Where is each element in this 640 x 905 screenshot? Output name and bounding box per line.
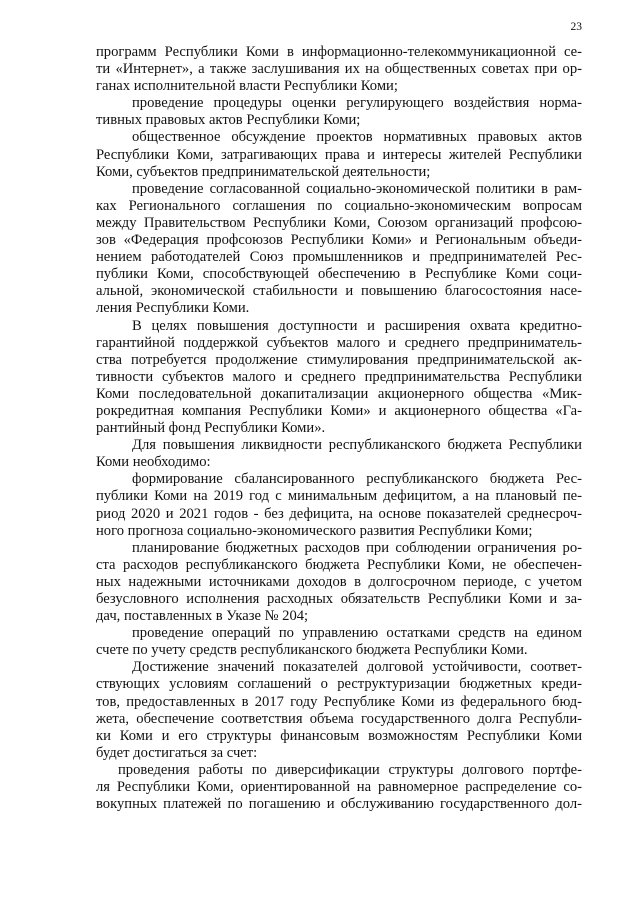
text-line: ти «Интернет», а также заслушивания их на общественных советах при ор- bbox=[96, 61, 582, 78]
text-line: проведение операций по управлению остатками средств на едином bbox=[132, 625, 582, 642]
text-line: планирование бюджетных расходов при соблюдении ограничения ро- bbox=[132, 539, 582, 556]
text-line: гарантийной поддержкой субъектов малого и среднего предприниматель- bbox=[96, 334, 582, 351]
text-line: формирование сбалансированного республиканского бюджета Рес- bbox=[132, 471, 582, 488]
text-line: ста расходов республиканского бюджета Республики Коми, не обеспечен- bbox=[96, 556, 582, 573]
text-line: Коми последовательной докапитализации акционерного общества «Мик- bbox=[96, 385, 582, 402]
text-line: вокупных платежей по погашению и обслуживанию государственного дол- bbox=[96, 796, 582, 813]
text-line: публики Коми, способствующей обеспечению в Республике Коми соци- bbox=[96, 266, 582, 283]
body-text bbox=[96, 44, 582, 813]
text-line: тов, предоставленных в 2017 году Республике Коми из федерального бюд- bbox=[96, 693, 582, 710]
text-line: безусловного исполнения расходных обязательств Республики Коми и за- bbox=[96, 591, 582, 607]
text-line: дач, поставленных в Указе № 204; bbox=[96, 608, 309, 625]
text-line: ствующих условиям соглашений о реструктуризации бюджетных креди- bbox=[96, 676, 582, 693]
text-line: ганах исполнительной власти Республики Коми; bbox=[96, 78, 398, 95]
text-line: альной, экономической стабильности и повышению благосостояния насе- bbox=[96, 283, 582, 300]
text-line: программ Республики Коми в информационно-телекоммуникационной се- bbox=[96, 44, 582, 60]
text-line: ных надежными источниками доходов в долгосрочном периоде, с учетом bbox=[96, 573, 582, 590]
text-line: нением работодателей Союз промышленников и предпринимателей Рес- bbox=[96, 249, 582, 266]
text-line: рантийный фонд Республики Коми». bbox=[96, 420, 326, 437]
text-line: проведение процедуры оценки регулирующего воздействия норма- bbox=[132, 95, 582, 112]
text-line: зов «Федерация профсоюзов Республики Коми» и Региональным объеди- bbox=[96, 232, 582, 249]
text-line: Республики Коми, затрагивающих права и интересы жителей Республики bbox=[96, 146, 582, 163]
text-line: Достижение значений показателей долговой устойчивости, соответ- bbox=[132, 659, 582, 676]
text-line: рокредитная компания Республики Коми» и акционерного общества «Га- bbox=[96, 402, 582, 419]
text-line: Коми необходимо: bbox=[96, 454, 211, 471]
page-number: 23 bbox=[570, 21, 582, 33]
text-line: Для повышения ликвидности республиканского бюджета Республики bbox=[132, 437, 582, 454]
text-line: ки Коми и его структуры финансовым возможностям Республики Коми bbox=[96, 727, 582, 744]
text-line: публики Коми на 2019 год с минимальным дефицитом, а на плановый пе- bbox=[96, 488, 582, 505]
text-line: ках Регионального соглашения по социально-экономическим вопросам bbox=[96, 197, 582, 214]
text-line: Коми, субъектов предпринимательской деятельности; bbox=[96, 163, 431, 180]
text-line: будет достигаться за счет: bbox=[96, 744, 258, 761]
text-line: проведение согласованной социально-экономической политики в рам- bbox=[132, 180, 582, 197]
text-line: риод 2020 и 2021 годов - без дефицита, на основе показателей среднесроч- bbox=[96, 505, 582, 522]
text-line: между Правительством Республики Коми, Союзом организаций профсою- bbox=[96, 214, 582, 231]
text-line: счете по учету средств республиканского бюджета Республики Коми. bbox=[96, 642, 528, 659]
text-line: ства потребуется продолжение стимулирования предпринимательской ак- bbox=[96, 351, 582, 368]
text-line: ля Республики Коми, ориентированной на равномерное распределение со- bbox=[96, 779, 582, 796]
text-line: жета, обеспечение соответствия объема государственного долга Республи- bbox=[96, 710, 582, 727]
text-line: проведения работы по диверсификации структуры долгового портфе- bbox=[118, 761, 582, 778]
text-line: тивности субъектов малого и среднего предпринимательства Республики bbox=[96, 368, 582, 385]
text-line: В целях повышения доступности и расширения охвата кредитно- bbox=[132, 317, 582, 334]
text-line: тивных правовых актов Республики Коми; bbox=[96, 112, 361, 129]
text-line: ного прогноза социально-экономического развития Республики Коми; bbox=[96, 522, 533, 539]
text-line: ления Республики Коми. bbox=[96, 300, 250, 317]
text-line: общественное обсуждение проектов нормативных правовых актов bbox=[132, 129, 582, 146]
